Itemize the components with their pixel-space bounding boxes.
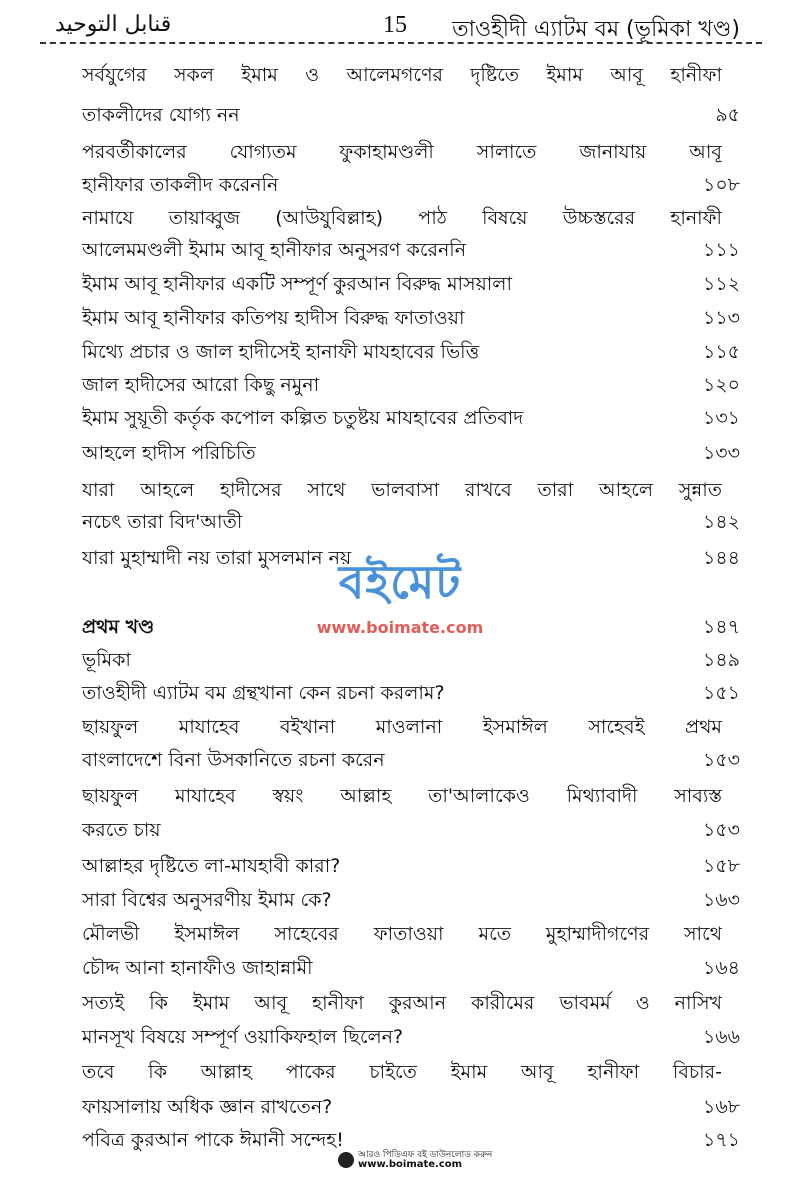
header-divider	[40, 42, 762, 44]
toc-page-number: ১০৮	[702, 174, 740, 196]
toc-page-number: ১৫৩	[702, 749, 740, 771]
toc-entry-line: চৌদ্দ আনা হানাফীও জাহান্নামী	[82, 957, 313, 979]
footer-banner	[338, 1150, 492, 1170]
watermark	[285, 548, 515, 637]
toc-entry-line: প্রথম খণ্ড	[82, 616, 155, 638]
page-number: 15	[383, 12, 407, 38]
watermark-url: www.boimate.com	[316, 618, 484, 637]
toc-page-number: ১৬৬	[702, 1026, 740, 1048]
toc-page-number: ১৪২	[702, 511, 740, 533]
toc-entry-line: যারা মুহাম্মাদী নয় তারা মুসলমান নয়	[82, 547, 352, 569]
toc-entry-line: ইমাম আবূ হানীফার একটি সম্পূর্ণ কুরআন বিরুদ্ধ মাসয়ালা	[82, 273, 512, 295]
toc-page-number: ১১১	[703, 239, 740, 261]
toc-entry-line: যারা আহলে হাদীসের সাথে ভালবাসা রাখবে তারা আহলে সুন্নাত	[82, 479, 722, 501]
boimate-logo-icon	[338, 1152, 354, 1168]
toc-entry-line: আলেমমণ্ডলী ইমাম আবূ হানীফার অনুসরণ করেননি	[82, 239, 467, 261]
toc-page-number: ১৪৭	[702, 616, 740, 638]
toc-entry-line: আহলে হাদীস পরিচিতি	[82, 442, 256, 464]
footer-url[interactable]: www.boimate.com	[358, 1159, 463, 1170]
toc-entry-line: তাকলীদের যোগ্য নন	[82, 104, 240, 126]
toc-entry-line: নচেৎ তারা বিদ'আতী	[82, 511, 243, 533]
header-book-title: তাওহীদী এ্যাটম বম (ভূমিকা খণ্ড)	[452, 17, 740, 42]
toc-entry-line: আল্লাহর দৃষ্টিতে লা-মাযহাবী কারা?	[82, 855, 341, 877]
toc-page-number: ১৪৯	[703, 649, 740, 671]
toc-entry-line: পবিত্র কুরআন পাকে ঈমানী সন্দেহ!	[82, 1129, 344, 1151]
toc-entry-line: জাল হাদীসের আরো কিছু নমুনা	[82, 374, 320, 396]
toc-page-number: ১১৫	[703, 341, 740, 363]
toc-entry-line: ইমাম সুয়ূতী কর্তৃক কপোল কল্পিত চতুষ্টয় মাযহাবের প্রতিবাদ	[82, 407, 524, 429]
toc-entry-line: হানীফার তাকলীদ করেননি	[82, 174, 279, 196]
toc-page-number: ১১২	[702, 273, 740, 295]
toc-page-number: ১৫১	[703, 682, 740, 704]
toc-entry-line: বাংলাদেশে বিনা উসকানিতে রচনা করেন	[82, 749, 385, 771]
toc-entry-line: মানসূখ বিষয়ে সম্পূর্ণ ওয়াকিফহাল ছিলেন?	[82, 1026, 404, 1048]
toc-entry-line: ইমাম আবূ হানীফার কতিপয় হাদীস বিরুদ্ধ ফাতাওয়া	[82, 307, 465, 329]
toc-entry-line: ভূমিকা	[82, 649, 131, 671]
footer-text: আরও পিডিএফ বই ডাউনলোড করুন	[358, 1150, 493, 1160]
toc-entry-line: পরবর্তীকালের যোগ্যতম ফুকাহামণ্ডলী সালাতে জানাযায় আবূ	[82, 141, 722, 163]
toc-page-number: ১৬৪	[702, 957, 740, 979]
toc-entry-line: মৌলভী ইসমাঈল সাহেবের ফাতাওয়া মতে মুহাম্মাদীগণের সাথে	[82, 923, 722, 945]
toc-entry-line: সত্যই কি ইমাম আবূ হানীফা কুরআন কারীমের ভাবমর্ম ও নাসিখ	[82, 992, 722, 1014]
toc-page-number: ১১৩	[702, 307, 740, 329]
toc-page-number: ১৩১	[702, 407, 740, 429]
toc-entry-line: সর্বযুগের সকল ইমাম ও আলেমগণের দৃষ্টিতে ইমাম আবূ হানীফা	[82, 64, 722, 86]
toc-page-number: ১৬৩	[702, 889, 740, 911]
toc-page-number: ১৬৮	[702, 1096, 740, 1118]
toc-entry-line: ফায়সালায় অধিক জ্ঞান রাখতেন?	[82, 1096, 333, 1118]
toc-page-number: ১৫৩	[702, 819, 740, 841]
toc-entry-line: নামাযে তায়াব্বুজ (আউযুবিল্লাহ) পাঠ বিষয়ে উচ্চস্তরের হানাফী	[82, 207, 722, 229]
watermark-logo: বইমেট	[338, 555, 462, 609]
toc-page-number: ১৭১	[702, 1129, 740, 1151]
toc-page-number: ১২০	[702, 374, 740, 396]
toc-entry-line: মিথ্যে প্রচার ও জাল হাদীসেই হানাফী মাযহাবের ভিত্তি	[82, 341, 480, 363]
toc-page-number: ১৫৮	[703, 855, 740, 877]
toc-entry-line: করতে চায়	[82, 819, 161, 841]
toc-entry-line: তাওহীদী এ্যাটম বম গ্রন্থখানা কেন রচনা করলাম?	[82, 682, 445, 704]
toc-page-number: ৯৫	[715, 104, 740, 126]
toc-entry-line: ছায়ফুল মাযাহেব বইখানা মাওলানা ইসমাঈল সাহেবই প্রথম	[82, 716, 722, 738]
header-arabic-title: قنابل التوحيد	[55, 12, 172, 37]
toc-entry-line: সারা বিশ্বের অনুসরণীয় ইমাম কে?	[82, 889, 332, 911]
toc-page-number: ১৪৪	[703, 547, 740, 569]
toc-page-number: ১৩৩	[702, 442, 740, 464]
toc-entry-line: তবে কি আল্লাহ পাকের চাইতে ইমাম আবূ হানীফা বিচার-	[82, 1061, 722, 1083]
toc-entry-line: ছায়ফুল মাযাহেব স্বয়ং আল্লাহ তা'আলাকেও মিথ্যাবাদী সাব্যস্ত	[82, 785, 722, 807]
